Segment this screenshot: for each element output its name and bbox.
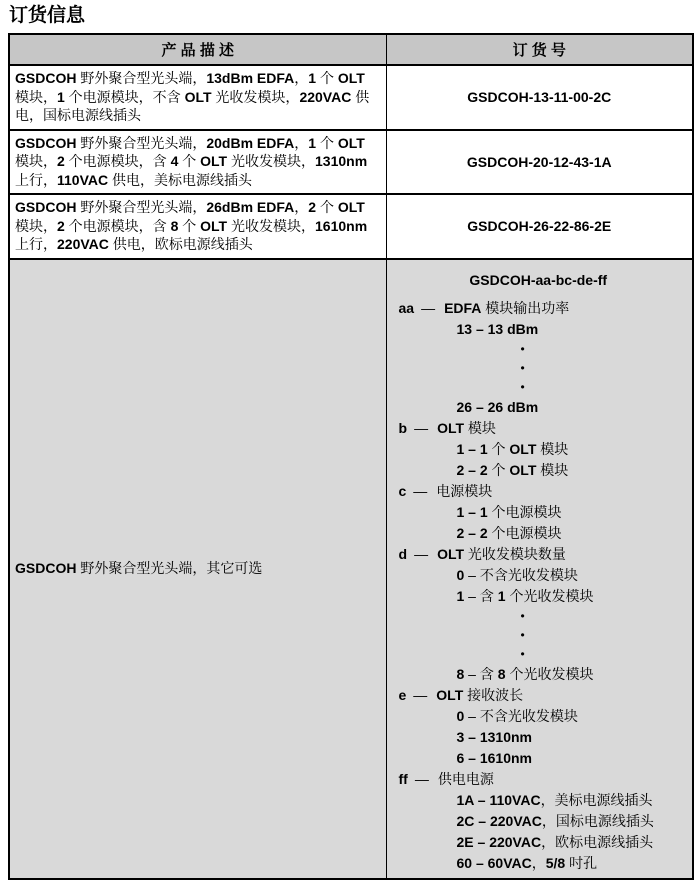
custom-product-description: GSDCOH 野外聚合型光头端，其它可选 xyxy=(9,259,386,879)
custom-order-row xyxy=(9,259,693,879)
product-description: GSDCOH 野外聚合型光头端，26dBm EDFA，2 个 OLT 模块，2 个电源模块，含 8 个 OLT 光收发模块，1610nm 上行，220VAC 供电，欧标电源线插头 xyxy=(9,194,386,259)
key-section-label: EDFA 模块输出功率 xyxy=(444,299,570,316)
key-option: 13 – 13 dBm xyxy=(456,320,539,337)
key-section-label: 电源模块 xyxy=(436,482,493,499)
col-header-order-number: 订 货 号 xyxy=(386,34,693,65)
key-section-header xyxy=(399,481,689,502)
table-body xyxy=(9,65,693,879)
key-option: 2 – 2 个电源模块 xyxy=(456,524,562,541)
table-header-row xyxy=(9,34,693,65)
ordering-key-sections xyxy=(399,298,689,874)
key-section-header xyxy=(399,418,689,439)
ordering-info-table xyxy=(8,33,694,880)
table-row xyxy=(9,194,693,259)
key-option: 0 – 不含光收发模块 xyxy=(456,707,578,724)
key-option: 0 – 不含光收发模块 xyxy=(456,566,578,583)
key-option: 1 – 含 1 个光收发模块 xyxy=(456,587,594,604)
key-section xyxy=(399,481,689,544)
ellipsis-dot: • xyxy=(520,360,525,375)
key-section xyxy=(399,544,689,685)
key-section xyxy=(399,769,689,874)
table-row xyxy=(9,65,693,130)
key-option: 1A – 110VAC，美标电源线插头 xyxy=(456,791,653,808)
key-section-code: e xyxy=(398,686,407,703)
dash-separator: — xyxy=(413,482,428,499)
key-option: 2E – 220VAC，欧标电源线插头 xyxy=(456,833,654,850)
key-option: 60 – 60VAC，5/8 吋孔 xyxy=(456,854,598,871)
table-row xyxy=(9,130,693,195)
key-section-code: b xyxy=(398,419,408,436)
key-section-header xyxy=(399,685,689,706)
key-section-code: d xyxy=(398,545,408,562)
order-code-pattern: GSDCOH-aa-bc-de-ff xyxy=(469,271,608,288)
col-header-product-description: 产 品 描 述 xyxy=(9,34,386,65)
key-section xyxy=(399,685,689,769)
dash-separator: — xyxy=(414,770,429,787)
order-number: GSDCOH-20-12-43-1A xyxy=(386,130,693,195)
key-section-label: OLT 光收发模块数量 xyxy=(437,545,566,562)
key-option: 2 – 2 个 OLT 模块 xyxy=(456,461,569,478)
dash-separator: — xyxy=(414,419,429,436)
ellipsis-dot: • xyxy=(520,627,525,642)
order-number: GSDCOH-26-22-86-2E xyxy=(386,194,693,259)
ellipsis-dot: • xyxy=(520,608,525,623)
key-section-header xyxy=(399,298,689,319)
dash-separator: — xyxy=(414,545,429,562)
key-section-label: OLT 接收波长 xyxy=(436,686,524,703)
key-section-header xyxy=(399,769,689,790)
key-section xyxy=(399,298,689,418)
key-option: 6 – 1610nm xyxy=(456,749,532,766)
key-option: 1 – 1 个电源模块 xyxy=(456,503,562,520)
order-code-key-cell xyxy=(386,259,693,879)
key-option: 2C – 220VAC，国标电源线插头 xyxy=(456,812,654,829)
dash-separator: — xyxy=(413,686,428,703)
product-description: GSDCOH 野外聚合型光头端，20dBm EDFA，1 个 OLT 模块，2 个电源模块，含 4 个 OLT 光收发模块，1310nm 上行，110VAC 供电，美标电源线插头 xyxy=(9,130,386,195)
key-section-code: ff xyxy=(398,770,408,787)
key-option: 1 – 1 个 OLT 模块 xyxy=(456,440,569,457)
key-option: 8 – 含 8 个光收发模块 xyxy=(456,665,594,682)
ellipsis-dot: • xyxy=(520,341,525,356)
key-section-code: aa xyxy=(398,299,415,316)
product-description: GSDCOH 野外聚合型光头端，13dBm EDFA，1 个 OLT 模块，1 个电源模块，不含 OLT 光收发模块，220VAC 供电，国标电源线插头 xyxy=(9,65,386,130)
ellipsis-dot: • xyxy=(520,379,525,394)
key-option: 3 – 1310nm xyxy=(456,728,532,745)
page-title: 订货信息 xyxy=(9,5,86,26)
key-section-label: 供电电源 xyxy=(437,770,494,787)
key-section-header xyxy=(399,544,689,565)
ellipsis-dot: • xyxy=(520,646,525,661)
key-option: 26 – 26 dBm xyxy=(456,398,539,415)
order-number: GSDCOH-13-11-00-2C xyxy=(386,65,693,130)
key-section xyxy=(399,418,689,481)
dash-separator: — xyxy=(421,299,436,316)
key-section-label: OLT 模块 xyxy=(437,419,496,436)
key-section-code: c xyxy=(398,482,407,499)
